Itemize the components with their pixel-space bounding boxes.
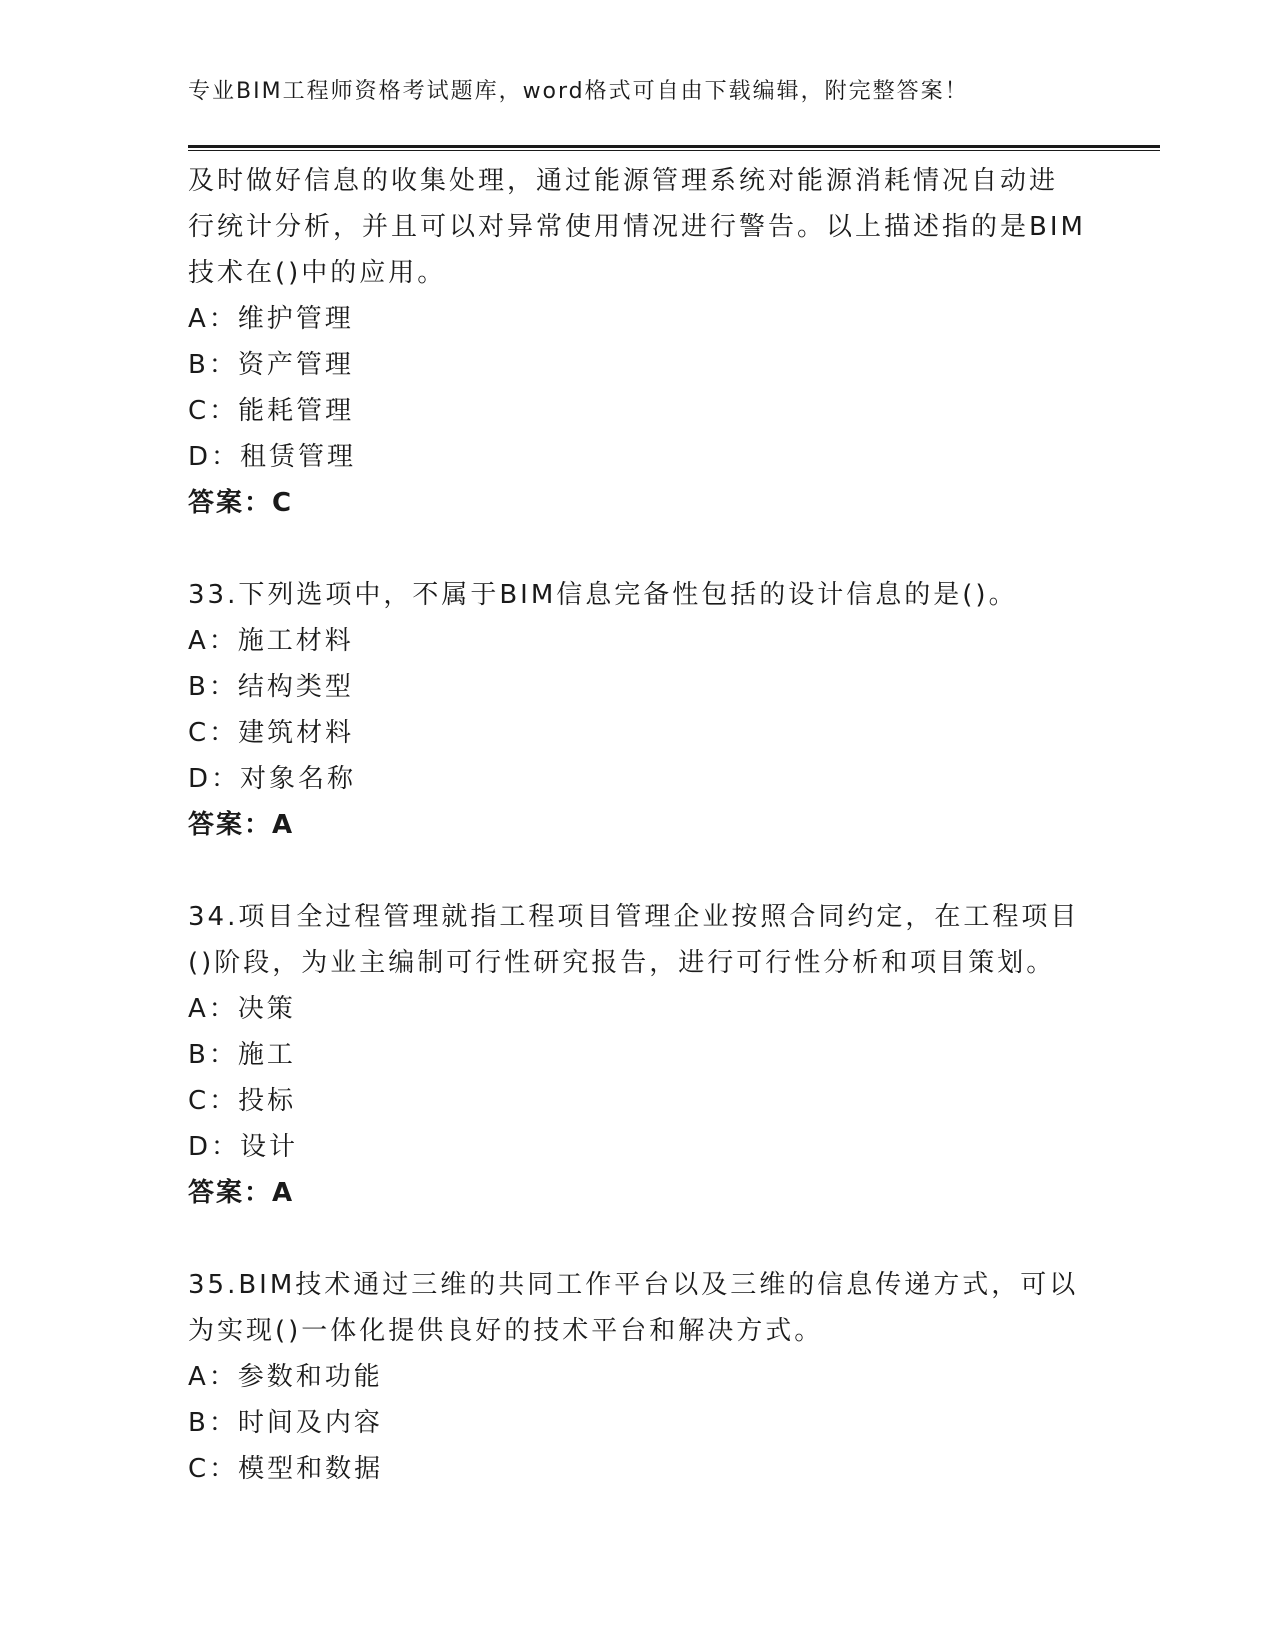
question-text-line: ()阶段，为业主编制可行性研究报告，进行可行性分析和项目策划。 — [188, 948, 1056, 978]
option-d: D：设计 — [188, 1132, 299, 1162]
question-text-line: 为实现()一体化提供良好的技术平台和解决方式。 — [188, 1316, 824, 1346]
option-c: C：能耗管理 — [188, 396, 355, 426]
option-d: D：对象名称 — [188, 764, 357, 794]
question-text-line: 行统计分析，并且可以对异常使用情况进行警告。以上描述指的是BIM — [188, 212, 1086, 242]
header-rule-thin — [188, 150, 1160, 151]
question-text-line: 33.下列选项中，不属于BIM信息完备性包括的设计信息的是()。 — [188, 580, 1018, 610]
question-35 — [188, 1262, 1088, 1492]
option-b: B：时间及内容 — [188, 1408, 383, 1438]
option-c: C：建筑材料 — [188, 718, 355, 748]
question-content — [188, 158, 1088, 1492]
question-34 — [188, 894, 1088, 1216]
question-32 — [188, 158, 1088, 526]
header-rule-thick — [188, 145, 1160, 148]
question-33 — [188, 572, 1088, 848]
option-a: A：维护管理 — [188, 304, 354, 334]
option-d: D：租赁管理 — [188, 442, 357, 472]
answer: 答案：A — [188, 810, 295, 840]
page-header: 专业BIM工程师资格考试题库，word格式可自由下载编辑，附完整答案！ — [188, 79, 969, 104]
option-a: A：参数和功能 — [188, 1362, 383, 1392]
question-text-line: 35.BIM技术通过三维的共同工作平台以及三维的信息传递方式，可以 — [188, 1270, 1079, 1300]
option-b: B：资产管理 — [188, 350, 354, 380]
question-text-line: 34.项目全过程管理就指工程项目管理企业按照合同约定，在工程项目 — [188, 902, 1080, 932]
option-b: B：施工 — [188, 1040, 296, 1070]
option-a: A：施工材料 — [188, 626, 354, 656]
question-text-line: 技术在()中的应用。 — [188, 258, 447, 288]
answer: 答案：A — [188, 1178, 295, 1208]
question-text-line: 及时做好信息的收集处理，通过能源管理系统对能源消耗情况自动进 — [188, 166, 1059, 196]
option-b: B：结构类型 — [188, 672, 354, 702]
option-c: C：投标 — [188, 1086, 297, 1116]
option-a: A：决策 — [188, 994, 296, 1024]
answer: 答案：C — [188, 488, 294, 518]
option-c: C：模型和数据 — [188, 1454, 384, 1484]
